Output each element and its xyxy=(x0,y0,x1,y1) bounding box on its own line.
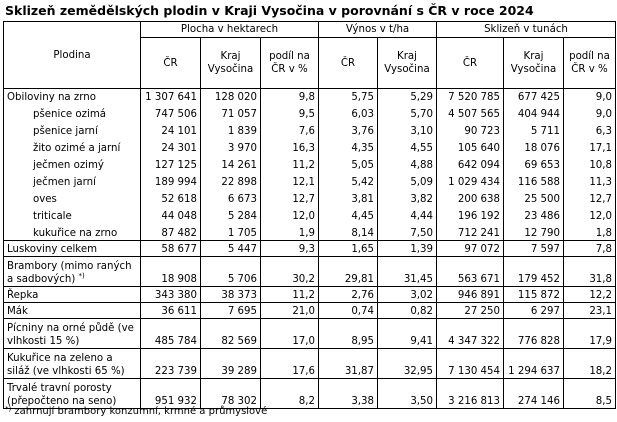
cell-value: 16,3 xyxy=(261,138,319,155)
cell-value: 776 828 xyxy=(504,318,564,348)
cell-value: 5,42 xyxy=(319,172,378,189)
cell-value: 7 520 785 xyxy=(437,89,504,105)
cell-value: 1,65 xyxy=(319,240,378,256)
row-label xyxy=(4,378,141,408)
header-sklizen-kraj: Kraj Vysočina xyxy=(504,38,564,89)
row-label xyxy=(4,240,141,256)
cell-value: 69 653 xyxy=(504,155,564,172)
cell-value: 36 611 xyxy=(141,302,201,318)
row-label xyxy=(4,206,141,223)
cell-value: 12,0 xyxy=(261,206,319,223)
cell-value: 5,70 xyxy=(378,104,437,121)
cell-value: 12,0 xyxy=(564,206,616,223)
cell-value: 5 706 xyxy=(201,256,261,286)
row-label xyxy=(4,155,141,172)
cell-value: 9,8 xyxy=(261,89,319,105)
cell-value: 23,1 xyxy=(564,302,616,318)
cell-value: 115 872 xyxy=(504,286,564,302)
cell-value: 9,3 xyxy=(261,240,319,256)
row-label xyxy=(4,286,141,302)
row-label-text: Obiloviny na zrno xyxy=(7,92,96,103)
cell-value: 1 294 637 xyxy=(504,348,564,378)
cell-value: 17,6 xyxy=(261,348,319,378)
header-group-plocha: Plocha v hektarech xyxy=(141,22,319,38)
cell-value: 3 216 813 xyxy=(437,378,504,408)
cell-value: 343 380 xyxy=(141,286,201,302)
row-label xyxy=(4,138,141,155)
cell-value: 6,3 xyxy=(564,121,616,138)
cell-value: 5 447 xyxy=(201,240,261,256)
cell-value: 7,6 xyxy=(261,121,319,138)
row-label xyxy=(4,172,141,189)
cell-value: 24 101 xyxy=(141,121,201,138)
row-label xyxy=(4,223,141,240)
cell-value: 6,03 xyxy=(319,104,378,121)
cell-value: 2,76 xyxy=(319,286,378,302)
cell-value: 10,8 xyxy=(564,155,616,172)
table-row xyxy=(4,256,616,286)
table-row xyxy=(4,223,616,240)
cell-value: 58 677 xyxy=(141,240,201,256)
header-plodina: Plodina xyxy=(4,22,141,89)
row-label xyxy=(4,302,141,318)
cell-value: 189 994 xyxy=(141,172,201,189)
cell-value: 4 347 322 xyxy=(437,318,504,348)
row-label-text: ječmen ozimý xyxy=(33,160,104,171)
table-row xyxy=(4,378,616,408)
cell-value: 3,82 xyxy=(378,189,437,206)
cell-value: 3,81 xyxy=(319,189,378,206)
cell-value: 1 705 xyxy=(201,223,261,240)
table-row xyxy=(4,172,616,189)
header-group-sklizen: Sklizeň v tunách xyxy=(437,22,616,38)
cell-value: 677 425 xyxy=(504,89,564,105)
table-row xyxy=(4,121,616,138)
cell-value: 7 695 xyxy=(201,302,261,318)
row-label xyxy=(4,318,141,348)
cell-value: 8,5 xyxy=(564,378,616,408)
cell-value: 31,87 xyxy=(319,348,378,378)
table-row xyxy=(4,318,616,348)
row-label-text: pšenice jarní xyxy=(33,126,98,137)
cell-value: 12,7 xyxy=(261,189,319,206)
cell-value: 4 507 565 xyxy=(437,104,504,121)
cell-value: 9,5 xyxy=(261,104,319,121)
cell-value: 8,14 xyxy=(319,223,378,240)
cell-value: 9,0 xyxy=(564,104,616,121)
cell-value: 946 891 xyxy=(437,286,504,302)
cell-value: 18,2 xyxy=(564,348,616,378)
row-label xyxy=(4,89,141,105)
row-label xyxy=(4,121,141,138)
cell-value: 32,95 xyxy=(378,348,437,378)
table-row xyxy=(4,206,616,223)
table-row xyxy=(4,302,616,318)
table-row xyxy=(4,189,616,206)
cell-value: 5,75 xyxy=(319,89,378,105)
cell-value: 18 076 xyxy=(504,138,564,155)
cell-value: 22 898 xyxy=(201,172,261,189)
cell-value: 8,2 xyxy=(261,378,319,408)
table-row xyxy=(4,348,616,378)
row-label-text: Brambory (mimo raných a sadbových) xyxy=(7,260,132,285)
footnote xyxy=(5,406,267,417)
cell-value: 0,74 xyxy=(319,302,378,318)
cell-value: 3,10 xyxy=(378,121,437,138)
row-label xyxy=(4,104,141,121)
cell-value: 17,0 xyxy=(261,318,319,348)
cell-value: 6 297 xyxy=(504,302,564,318)
row-label xyxy=(4,256,141,286)
cell-value: 24 301 xyxy=(141,138,201,155)
cell-value: 223 739 xyxy=(141,348,201,378)
cell-value: 12 790 xyxy=(504,223,564,240)
cell-value: 1 307 641 xyxy=(141,89,201,105)
cell-value: 90 723 xyxy=(437,121,504,138)
row-label-text: oves xyxy=(33,194,57,205)
cell-value: 5 284 xyxy=(201,206,261,223)
table-row xyxy=(4,89,616,105)
cell-value: 23 486 xyxy=(504,206,564,223)
cell-value: 31,8 xyxy=(564,256,616,286)
row-note-mark: *) xyxy=(78,271,85,280)
cell-value: 200 638 xyxy=(437,189,504,206)
cell-value: 11,2 xyxy=(261,155,319,172)
cell-value: 5,05 xyxy=(319,155,378,172)
cell-value: 7,8 xyxy=(564,240,616,256)
cell-value: 274 146 xyxy=(504,378,564,408)
cell-value: 1,8 xyxy=(564,223,616,240)
cell-value: 78 302 xyxy=(201,378,261,408)
cell-value: 0,82 xyxy=(378,302,437,318)
table-row xyxy=(4,286,616,302)
cell-value: 127 125 xyxy=(141,155,201,172)
cell-value: 12,2 xyxy=(564,286,616,302)
cell-value: 82 569 xyxy=(201,318,261,348)
table-row xyxy=(4,155,616,172)
table-row xyxy=(4,138,616,155)
cell-value: 44 048 xyxy=(141,206,201,223)
cell-value: 11,3 xyxy=(564,172,616,189)
crop-harvest-table xyxy=(3,21,616,409)
table-row xyxy=(4,240,616,256)
cell-value: 1 839 xyxy=(201,121,261,138)
header-plocha-kraj: Kraj Vysočina xyxy=(201,38,261,89)
cell-value: 4,45 xyxy=(319,206,378,223)
row-label-text: pšenice ozimá xyxy=(33,109,107,120)
cell-value: 951 932 xyxy=(141,378,201,408)
cell-value: 12,7 xyxy=(564,189,616,206)
cell-value: 712 241 xyxy=(437,223,504,240)
cell-value: 87 482 xyxy=(141,223,201,240)
row-label-text: ječmen jarní xyxy=(33,177,96,188)
cell-value: 1,9 xyxy=(261,223,319,240)
cell-value: 5,29 xyxy=(378,89,437,105)
cell-value: 179 452 xyxy=(504,256,564,286)
row-label-text: triticale xyxy=(33,211,72,222)
cell-value: 6 673 xyxy=(201,189,261,206)
cell-value: 21,0 xyxy=(261,302,319,318)
cell-value: 31,45 xyxy=(378,256,437,286)
cell-value: 9,41 xyxy=(378,318,437,348)
cell-value: 642 094 xyxy=(437,155,504,172)
cell-value: 17,9 xyxy=(564,318,616,348)
cell-value: 7,50 xyxy=(378,223,437,240)
cell-value: 97 072 xyxy=(437,240,504,256)
cell-value: 25 500 xyxy=(504,189,564,206)
row-label-text: Řepka xyxy=(7,289,39,301)
cell-value: 3,02 xyxy=(378,286,437,302)
cell-value: 105 640 xyxy=(437,138,504,155)
header-vynos-kraj: Kraj Vysočina xyxy=(378,38,437,89)
cell-value: 52 618 xyxy=(141,189,201,206)
cell-value: 30,2 xyxy=(261,256,319,286)
cell-value: 7 597 xyxy=(504,240,564,256)
header-sklizen-cr: ČR xyxy=(437,38,504,89)
footnote-text: zahrnují brambory konzumní, krmné a průmyslové xyxy=(11,406,268,417)
row-label-text: Pícniny na orné půdě (ve vlhkosti 15 %) xyxy=(7,322,134,347)
row-label-text: Kukuřice na zeleno a siláž (ve vlhkosti 65 %) xyxy=(7,352,125,377)
cell-value: 5,09 xyxy=(378,172,437,189)
cell-value: 4,44 xyxy=(378,206,437,223)
cell-value: 1,39 xyxy=(378,240,437,256)
cell-value: 17,1 xyxy=(564,138,616,155)
cell-value: 7 130 454 xyxy=(437,348,504,378)
row-label-text: kukuřice na zrno xyxy=(33,227,118,239)
row-label-text: Trvalé travní porosty (přepočteno na seno) xyxy=(7,382,117,407)
cell-value: 5 711 xyxy=(504,121,564,138)
cell-value: 14 261 xyxy=(201,155,261,172)
cell-value: 196 192 xyxy=(437,206,504,223)
cell-value: 12,1 xyxy=(261,172,319,189)
table-title: Sklizeň zemědělských plodin v Kraji Vysočina v porovnání s ČR v roce 2024 xyxy=(5,3,534,18)
cell-value: 9,0 xyxy=(564,89,616,105)
cell-value: 563 671 xyxy=(437,256,504,286)
table-row xyxy=(4,104,616,121)
cell-value: 11,2 xyxy=(261,286,319,302)
cell-value: 39 289 xyxy=(201,348,261,378)
cell-value: 3,76 xyxy=(319,121,378,138)
cell-value: 29,81 xyxy=(319,256,378,286)
cell-value: 3,50 xyxy=(378,378,437,408)
header-plocha-cr: ČR xyxy=(141,38,201,89)
row-label-text: žito ozimé a jarní xyxy=(33,143,121,154)
row-label-text: Luskoviny celkem xyxy=(7,243,98,255)
cell-value: 8,95 xyxy=(319,318,378,348)
cell-value: 4,35 xyxy=(319,138,378,155)
header-sklizen-podil: podíl na ČR v % xyxy=(564,38,616,89)
cell-value: 485 784 xyxy=(141,318,201,348)
cell-value: 38 373 xyxy=(201,286,261,302)
cell-value: 71 057 xyxy=(201,104,261,121)
cell-value: 27 250 xyxy=(437,302,504,318)
cell-value: 4,55 xyxy=(378,138,437,155)
header-group-vynos: Výnos v t/ha xyxy=(319,22,437,38)
cell-value: 116 588 xyxy=(504,172,564,189)
header-plocha-podil: podíl na ČR v % xyxy=(261,38,319,89)
row-label xyxy=(4,189,141,206)
header-vynos-cr: ČR xyxy=(319,38,378,89)
cell-value: 128 020 xyxy=(201,89,261,105)
cell-value: 3 970 xyxy=(201,138,261,155)
cell-value: 1 029 434 xyxy=(437,172,504,189)
cell-value: 747 506 xyxy=(141,104,201,121)
row-label-text: Mák xyxy=(7,305,28,317)
cell-value: 3,38 xyxy=(319,378,378,408)
cell-value: 18 908 xyxy=(141,256,201,286)
cell-value: 404 944 xyxy=(504,104,564,121)
row-label xyxy=(4,348,141,378)
footnote-mark: *) xyxy=(5,405,12,413)
cell-value: 4,88 xyxy=(378,155,437,172)
